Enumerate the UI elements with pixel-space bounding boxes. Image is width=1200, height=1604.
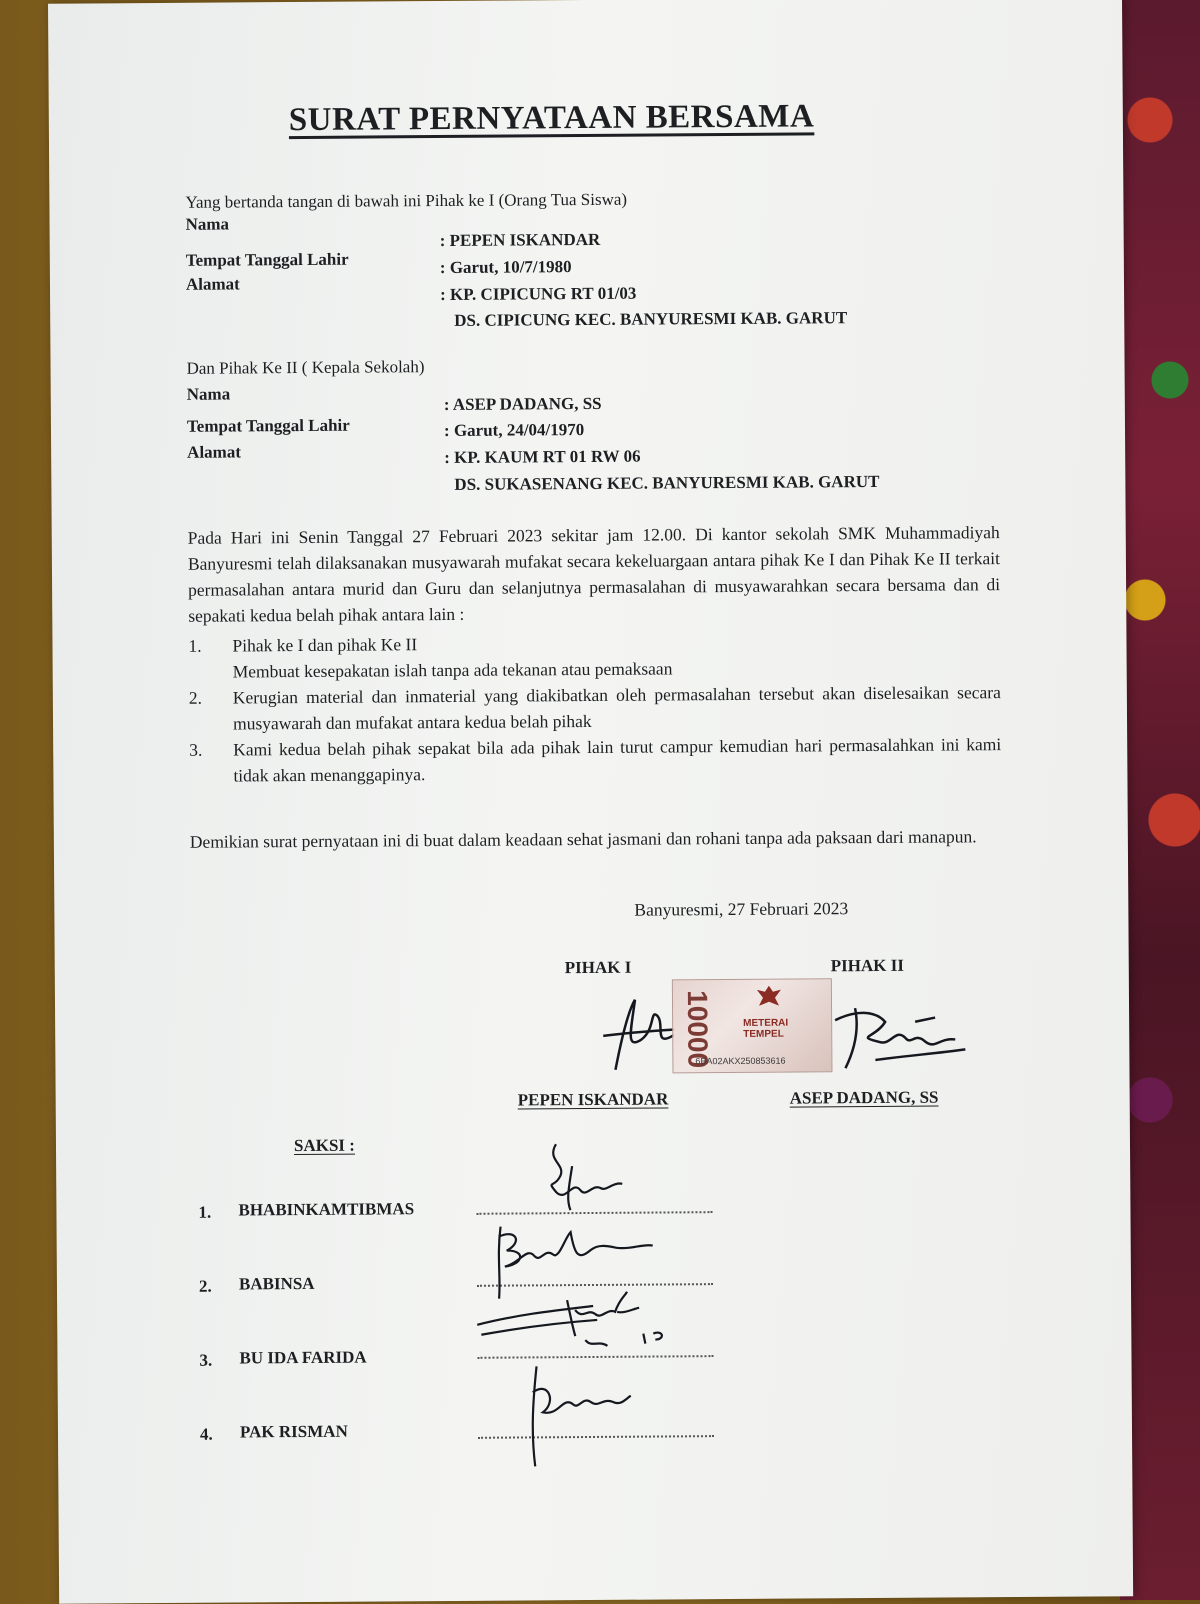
party2-address-label: Alamat: [187, 442, 242, 462]
list-text: Kami kedua belah pihak sepakat bila ada pihak lain turut campur kemudian hari permasalahkan ini kami tidak akan menanggapinya.: [233, 734, 1002, 786]
party2-address-line1: : KP. KAUM RT 01 RW 06: [444, 446, 641, 467]
list-number: 2.: [188, 687, 203, 708]
list-text-continued: Membuat kesepakatan islah tanpa ada tekanan atau pemaksaan: [232, 658, 673, 682]
stamp-label-tempel: TEMPEL: [743, 1028, 784, 1040]
party1-name-label: Nama: [185, 214, 230, 234]
list-item: [188, 627, 1000, 685]
list-item: [189, 731, 1001, 789]
stamp-code: 6BA02AKX250853616: [695, 1055, 786, 1067]
party1-intro: Yang bertanda tangan di bawah ini Pihak ke I (Orang Tua Siswa): [185, 189, 628, 212]
closing-statement: Demikian surat pernyataan ini di buat dalam keadaan sehat jasmani dan rohani tanpa ada paksaan dari manapun.: [189, 826, 977, 852]
pihak2-label: PIHAK II: [830, 955, 905, 976]
list-text: Kerugian material dan inmaterial yang diakibatkan oleh permasalahan tersebut akan diselesaikan secara musyawarah dan mufakat antara kedua belah pihak: [232, 682, 1001, 734]
list-item: [189, 679, 1001, 737]
witness-number: 1.: [198, 1202, 212, 1222]
party1-address-label: Alamat: [185, 274, 240, 294]
list-number: 1.: [188, 635, 202, 656]
witness3-signature: [467, 1289, 687, 1361]
party2-name: : ASEP DADANG, SS: [443, 393, 602, 414]
party1-address-line1: : KP. CIPICUNG RT 01/03: [439, 283, 637, 305]
party1-address-line2: DS. CIPICUNG KEC. BANYURESMI KAB. GARUT: [454, 308, 848, 330]
party2-name-label: Nama: [186, 384, 231, 404]
witness-name: PAK RISMAN: [239, 1421, 348, 1442]
witness-number: 4.: [199, 1424, 213, 1444]
party2-intro: Dan Pihak Ke II ( Kepala Sekolah): [186, 357, 425, 378]
witness1-signature: [526, 1140, 637, 1221]
meterai-stamp: [672, 978, 833, 1073]
witness-name: BABINSA: [238, 1273, 315, 1294]
witness-heading: SAKSI :: [293, 1135, 355, 1156]
background-fabric: [1120, 0, 1200, 1600]
place-date: Banyuresmi, 27 Februari 2023: [634, 898, 849, 920]
stamp-label-meterai: METERAI: [743, 1017, 789, 1029]
list-number: 3.: [189, 739, 203, 760]
pihak1-label: PIHAK I: [564, 957, 632, 978]
party1-birth-label: Tempat Tanggal Lahir: [185, 249, 349, 270]
party2-birth: : Garut, 24/04/1970: [443, 420, 585, 440]
pihak2-name: ASEP DADANG, SS: [789, 1087, 939, 1108]
party2-birth-label: Tempat Tanggal Lahir: [186, 415, 350, 436]
witness-name: BHABINKAMTIBMAS: [238, 1199, 415, 1220]
list-text: Pihak ke I dan pihak Ke II: [232, 634, 418, 656]
party1-birth: : Garut, 10/7/1980: [439, 257, 572, 278]
agreement-list: [188, 627, 1001, 789]
witness-number: 2.: [198, 1276, 212, 1296]
stamp-value: 10000: [681, 990, 714, 1069]
statement-body: Pada Hari ini Senin Tanggal 27 Februari 2023 sekitar jam 12.00. Di kantor sekolah SMK Muhammadiyah Banyuresmi telah dilaksanakan musyawarah mufakat secara kekeluargaan antara pihak Ke I dan Pihak Ke II terkait permasalahan antara murid dan Guru dan selanjutnya permasalahan di musyawarahkan secara bersama dan di sepakati kedua belah pihak antara lain :: [187, 522, 1001, 626]
witness-number: 3.: [199, 1350, 213, 1370]
document-sheet: [48, 0, 1133, 1604]
witness4-signature: [513, 1362, 634, 1473]
party2-address-line2: DS. SUKASENANG KEC. BANYURESMI KAB. GARUT: [454, 471, 880, 494]
document-title: SURAT PERNYATAAN BERSAMA: [288, 98, 815, 139]
garuda-emblem-icon: [755, 984, 783, 1014]
party1-name: : PEPEN ISKANDAR: [439, 229, 601, 251]
pihak2-signature: [815, 997, 976, 1078]
witness-name: BU IDA FARIDA: [239, 1347, 367, 1368]
pihak1-name: PEPEN ISKANDAR: [517, 1089, 669, 1110]
